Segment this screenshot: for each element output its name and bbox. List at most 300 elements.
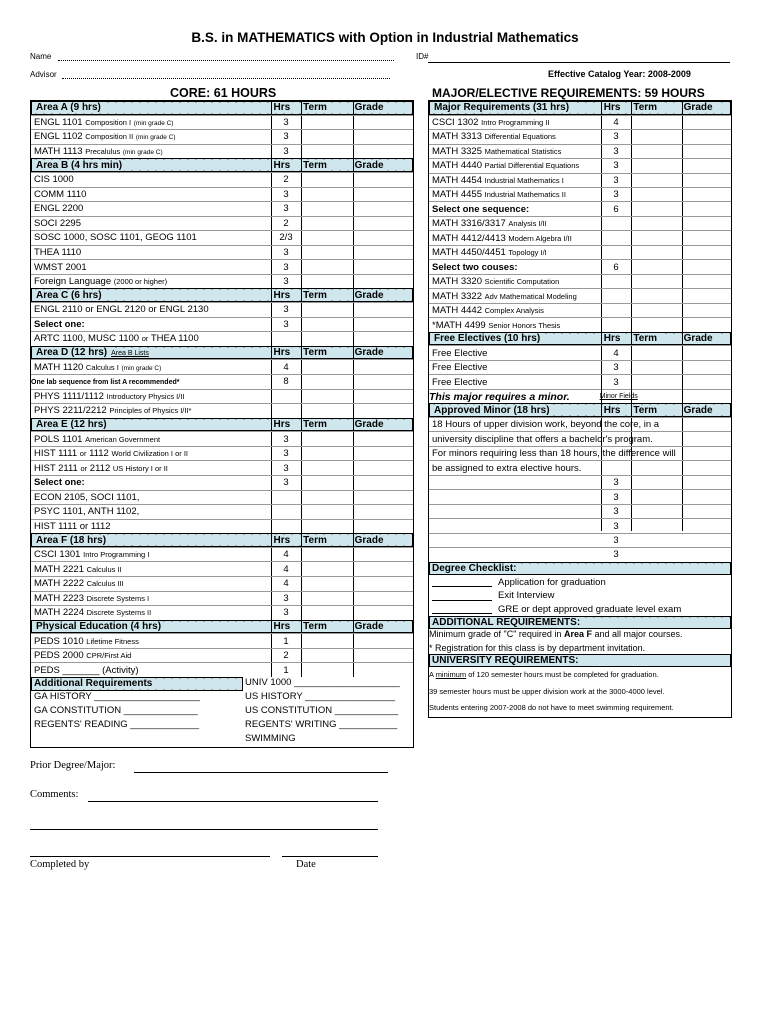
course-name: Free Elective [432, 347, 488, 359]
completed-by-label: Completed by [30, 859, 90, 870]
course-desc: World Civilization I or II [111, 449, 189, 459]
checklist-blank[interactable] [432, 604, 492, 614]
course-hrs: 2 [283, 174, 289, 186]
course-row [429, 129, 731, 143]
hrs-col-header: Hrs [603, 404, 621, 416]
core-panel [30, 100, 414, 748]
course-hrs: 3 [283, 318, 289, 330]
additional-req-block [31, 677, 413, 747]
course-hrs: 3 [283, 592, 289, 604]
course-row [429, 144, 731, 158]
course-desc: Scientific Computation [484, 277, 560, 287]
course-desc: Composition II [85, 132, 134, 142]
course-row [31, 490, 413, 505]
course-note: (min grade C) [121, 364, 162, 372]
course-hrs: 6 [613, 203, 619, 215]
hrs-col-header: Hrs [273, 347, 291, 359]
area-d-header [31, 346, 413, 360]
course-hrs: 3 [283, 462, 289, 474]
course-name: MATH 1113 [34, 146, 83, 158]
major-title: MAJOR/ELECTIVE REQUIREMENTS: 59 HOURS [432, 86, 705, 100]
hrs-col-header: Hrs [273, 534, 291, 546]
course-desc: Introductory Physics I/II [106, 391, 185, 401]
pe-header-label: Physical Education (4 hrs) [36, 620, 162, 632]
additional-right-item[interactable]: UNIV 1000 ____________________ [245, 676, 400, 688]
minor-note-row [429, 389, 731, 403]
comments-field[interactable] [88, 801, 378, 802]
course-desc: Complex Analysis [484, 306, 544, 316]
checklist-item[interactable] [429, 589, 731, 602]
course-name: ENGL 2110 or ENGL 2120 or ENGL 2130 [34, 304, 209, 316]
area-c-header [31, 288, 413, 302]
minor-course-row [429, 533, 731, 547]
course-row [429, 259, 731, 273]
prior-degree-field[interactable] [134, 772, 388, 773]
date-line[interactable] [282, 856, 378, 857]
course-row [429, 216, 731, 230]
course-name: MATH 2221 [34, 563, 84, 575]
course-name: Select two couses: [432, 261, 518, 273]
course-alt: 2112 [89, 462, 111, 474]
course-row [31, 389, 413, 404]
course-desc: US History I or II [112, 463, 168, 473]
grade-col-header: Grade [683, 333, 713, 345]
course-row [31, 201, 413, 216]
course-desc: Intro Programming I [83, 550, 150, 560]
course-name: MATH 3316/3317 [432, 218, 506, 230]
course-row [31, 648, 413, 663]
course-name: MATH 4440 [432, 160, 482, 172]
course-name: WMST 2001 [34, 261, 87, 273]
course-name: HIST 1111 or 1112 [34, 520, 111, 532]
additional-right-item[interactable]: SWIMMING [245, 732, 296, 744]
course-desc: Intro Programming II [481, 117, 550, 127]
approved-minor-header [429, 403, 731, 417]
additional-right-item[interactable]: US CONSTITUTION ____________ [245, 704, 399, 716]
minor-text-row [429, 460, 731, 474]
area-c-header-label: Area C (6 hrs) [36, 289, 102, 301]
course-name: ENGL 1102 [34, 131, 83, 143]
course-hrs: 3 [283, 116, 289, 128]
course-hrs: 4 [283, 563, 289, 575]
course-name: Select one: [34, 318, 85, 330]
course-row [31, 172, 413, 187]
course-row [31, 561, 413, 576]
completed-by-line[interactable] [30, 856, 270, 857]
course-desc: Mathematical Statistics [484, 146, 562, 156]
minor-course-row [429, 547, 731, 561]
course-desc: Industrial Mathematics II [484, 190, 566, 200]
course-hrs: 3 [613, 160, 619, 172]
course-row [429, 317, 731, 331]
minor-course-row [429, 518, 731, 532]
course-name: SOSC 1000, SOSC 1101, GEOG 1101 [34, 232, 197, 244]
course-hrs: 3 [283, 607, 289, 619]
course-row [31, 359, 413, 374]
course-row [31, 591, 413, 606]
course-hrs: 1 [283, 635, 289, 647]
grade-col-header: Grade [683, 404, 713, 416]
checklist-text: Exit Interview [498, 590, 555, 602]
area-e-header [31, 418, 413, 432]
course-name: MATH 3320 [432, 276, 482, 288]
area-f-header-label: Area F (18 hrs) [36, 534, 107, 546]
additional-right-item[interactable]: REGENTS' WRITING ___________ [245, 718, 398, 730]
course-row [31, 259, 413, 274]
hrs-col-header: Hrs [603, 333, 621, 345]
university-req-line: 39 semester hours must be upper division work at the 3000-4000 level. [429, 686, 665, 696]
additional-left-item[interactable]: REGENTS' READING _____________ [34, 718, 199, 730]
course-name: MATH 3313 [432, 131, 482, 143]
id-field[interactable] [428, 62, 730, 63]
free-electives-header-label: Free Electives (10 hrs) [434, 333, 541, 345]
course-desc: CPR/First Aid [86, 651, 132, 661]
course-desc: American Government [85, 434, 161, 444]
free-electives-header [429, 332, 731, 346]
course-hrs: 3 [283, 276, 289, 288]
course-desc: Discrete Systems I [86, 593, 150, 603]
area-a-header-label: Area A (9 hrs) [36, 102, 101, 114]
area-b-header [31, 158, 413, 172]
area-f-header [31, 533, 413, 547]
course-name: CSCI 1301 [34, 549, 81, 561]
course-row [429, 288, 731, 302]
additional-req-header [31, 677, 243, 691]
hrs-col-header: Hrs [603, 102, 621, 114]
minor-course-row [429, 489, 731, 503]
course-row [429, 374, 731, 388]
course-row [31, 576, 413, 591]
minor-text-row [429, 446, 731, 460]
course-hrs: 3 [283, 203, 289, 215]
course-name: MATH 4454 [432, 174, 482, 186]
minor-text-row [429, 431, 731, 445]
course-name: MATH 2224 [34, 607, 84, 619]
course-row [429, 187, 731, 201]
course-row [429, 230, 731, 244]
course-hrs: 2 [283, 650, 289, 662]
course-hrs: 2 [283, 217, 289, 229]
course-hrs: 3 [283, 146, 289, 158]
minor-course-row [429, 475, 731, 489]
course-note: (min grade C) [122, 149, 163, 157]
course-name: ENGL 2200 [34, 203, 84, 215]
course-hrs: 3 [283, 477, 289, 489]
name-field[interactable] [58, 60, 394, 61]
name-label: Name [30, 52, 52, 61]
checklist-blank[interactable] [432, 591, 492, 601]
core-title: CORE: 61 HOURS [170, 86, 277, 100]
term-col-header: Term [303, 534, 327, 546]
course-hrs: 4 [283, 361, 289, 373]
course-hrs: 3 [613, 145, 619, 157]
course-name: Free Elective [432, 376, 488, 388]
course-hrs: 3 [283, 433, 289, 445]
date-label: Date [296, 859, 316, 870]
page-title: B.S. in MATHEMATICS with Option in Industrial Mathematics [191, 30, 579, 45]
minor-text: For minors requiring less than 18 hours, the difference will [432, 448, 676, 460]
course-name: SOCI 2295 [34, 217, 81, 229]
area-e-header-label: Area E (12 hrs) [36, 418, 107, 430]
course-or: or [80, 463, 88, 473]
course-row [31, 547, 413, 562]
course-name: Select one: [34, 477, 85, 489]
minor-text: university discipline that offers a bachelor's program. [432, 433, 653, 445]
term-col-header: Term [303, 620, 327, 632]
university-req-line: A minimum of 120 semester hours must be completed for graduation. [429, 670, 659, 680]
minor-fields-link[interactable]: Minor Fields [599, 393, 638, 401]
hrs-col-header: Hrs [273, 102, 291, 114]
course-row [31, 374, 413, 389]
course-row [429, 303, 731, 317]
grade-col-header: Grade [354, 418, 384, 430]
course-name: MATH 2222 [34, 578, 84, 590]
course-row [31, 403, 413, 418]
approved-minor-header-label: Approved Minor (18 hrs) [434, 404, 550, 416]
course-desc: Calculus I [85, 362, 119, 372]
course-name: ARTC 1100, MUSC 1100 [34, 333, 140, 345]
course-row [429, 115, 731, 129]
degree-checklist-label: Degree Checklist: [432, 563, 517, 575]
grade-col-header: Grade [354, 102, 384, 114]
catalog-year: Effective Catalog Year: 2008-2009 [548, 69, 691, 79]
additional-requirements-header [429, 616, 731, 630]
course-name: MATH 2223 [34, 592, 84, 604]
course-hrs: 6 [613, 261, 619, 273]
course-name: MATH 4450/4451 [432, 247, 506, 259]
course-row [31, 633, 413, 648]
course-row [31, 519, 413, 534]
course-hrs: 4 [613, 347, 619, 359]
term-col-header: Term [633, 333, 658, 345]
grade-col-header: Grade [354, 534, 384, 546]
course-desc: Composition I [85, 117, 132, 127]
term-col-header: Term [303, 159, 327, 171]
checklist-item[interactable] [429, 575, 731, 588]
prior-degree-label: Prior Degree/Major: [30, 760, 116, 771]
minor-course-row [429, 504, 731, 518]
course-row [31, 475, 413, 490]
course-or: or [79, 449, 87, 459]
course-hrs: 3 [613, 362, 619, 374]
course-name: Free Elective [432, 362, 488, 374]
grade-col-header: Grade [354, 289, 384, 301]
hrs-col-header: Hrs [273, 620, 291, 632]
minor-text-row [429, 417, 731, 431]
university-req-line: Students entering 2007-2008 do not have to meet swimming requirement. [429, 703, 674, 713]
course-hrs: 3 [283, 304, 289, 316]
course-row [31, 187, 413, 202]
major-req-header [429, 101, 731, 115]
course-hrs: 2/3 [279, 232, 293, 244]
minor-hrs: 3 [613, 535, 619, 546]
degree-checklist-header [429, 562, 731, 576]
registration-note: * Registration for this class is by department invitation. [429, 642, 646, 653]
course-hrs: 8 [283, 376, 289, 388]
course-hrs: 3 [283, 261, 289, 273]
course-name: COMM 1110 [34, 188, 87, 200]
course-row [31, 446, 413, 461]
course-desc: Adv Mathematical Modeling [484, 291, 577, 301]
course-name: *MATH 4499 [432, 319, 486, 331]
course-hrs: 3 [283, 188, 289, 200]
course-desc: Discrete Systems II [86, 608, 152, 618]
course-note: or [141, 334, 149, 344]
course-row [31, 115, 413, 130]
course-hrs: 3 [613, 131, 619, 143]
course-desc: Analysis I/II [508, 219, 547, 229]
id-label: ID# [416, 52, 429, 61]
course-desc: Differential Equations [484, 132, 556, 142]
course-hrs: 4 [613, 116, 619, 128]
course-name: MATH 3325 [432, 145, 482, 157]
course-desc: Industrial Mathematics I [484, 175, 564, 185]
course-name: CIS 1000 [34, 174, 74, 186]
course-name: PEDS 1010 [34, 635, 84, 647]
course-hrs: 3 [283, 247, 289, 259]
hrs-col-header: Hrs [273, 289, 291, 301]
course-desc: Calculus II [86, 564, 122, 574]
advisor-field[interactable] [62, 78, 390, 79]
grade-col-header: Grade [354, 620, 384, 632]
course-row [31, 317, 413, 332]
hrs-col-header: Hrs [273, 159, 291, 171]
course-name: HIST 1111 [34, 448, 78, 460]
course-name: MATH 3322 [432, 290, 482, 302]
course-hrs: 4 [283, 549, 289, 561]
course-desc: Calculus III [86, 579, 124, 589]
hrs-col-header: Hrs [273, 418, 291, 430]
course-row [31, 129, 413, 144]
course-name: HIST 2111 [34, 462, 78, 474]
course-name: ENGL 1101 [34, 116, 83, 128]
additional-requirements-label: ADDITIONAL REQUIREMENTS: [432, 617, 581, 629]
course-row [31, 662, 413, 677]
university-requirements-header: UNIVERSITY REQUIREMENTS: [429, 654, 731, 667]
course-row [31, 302, 413, 317]
advisor-label: Advisor [30, 70, 57, 79]
course-note: (2000 or higher) [113, 277, 168, 287]
term-col-header: Term [303, 418, 327, 430]
term-col-header: Term [633, 102, 658, 114]
checklist-text: Application for graduation [498, 576, 606, 588]
checklist-blank[interactable] [432, 577, 492, 587]
area-d-note: Area B Lists [111, 350, 149, 358]
course-row [31, 144, 413, 159]
minor-required-note: This major requires a minor. [429, 390, 570, 403]
course-row [429, 201, 731, 215]
minor-hrs: 3 [613, 520, 619, 532]
course-name: MATH 4412/4413 [432, 232, 506, 244]
major-req-header-label: Major Requirements (31 hrs) [434, 102, 570, 114]
course-hrs: 1 [283, 664, 289, 676]
course-desc: Partial Differential Equations [484, 161, 580, 171]
grade-col-header: Grade [683, 102, 713, 114]
term-col-header: Term [303, 289, 327, 301]
minor-hrs: 3 [613, 491, 619, 503]
additional-req-label: Additional Requirements [34, 678, 153, 690]
checklist-text: GRE or dept approved graduate level exam [498, 603, 682, 615]
area-b-header-label: Area B (4 hrs min) [36, 159, 123, 171]
course-row [429, 158, 731, 172]
course-desc: Topology I/I [508, 248, 547, 258]
course-hrs: 3 [283, 131, 289, 143]
course-desc: Precalulus [85, 147, 121, 157]
course-row [429, 245, 731, 259]
course-alt: 1112 [89, 448, 109, 460]
minor-hrs: 3 [613, 506, 619, 518]
course-row [429, 345, 731, 359]
checklist-item[interactable] [429, 602, 731, 615]
grade-col-header: Grade [354, 347, 384, 359]
course-hrs: 3 [613, 174, 619, 186]
minor-hrs: 3 [613, 477, 619, 489]
course-desc: Modern Algebra I/II [508, 233, 572, 243]
comments-line-2[interactable] [30, 829, 378, 830]
course-name: MATH 4455 [432, 189, 482, 201]
area-d-header-label: Area D (12 hrs) [36, 347, 108, 359]
course-desc: Lifetime Fitness [86, 636, 139, 646]
pe-header [31, 620, 413, 634]
course-name: CSCI 1302 [432, 116, 479, 128]
course-name: Select one sequence: [432, 203, 530, 215]
course-name: THEA 1110 [34, 247, 82, 259]
course-name: PHYS 1111/1112 [34, 390, 104, 402]
grade-col-header: Grade [354, 159, 384, 171]
term-col-header: Term [303, 347, 327, 359]
course-row [31, 605, 413, 620]
additional-right-item[interactable]: US HISTORY _________________ [245, 690, 396, 702]
course-note: (min grade C) [133, 119, 174, 127]
course-desc: Senior Honors Thesis [488, 320, 561, 330]
minor-hrs: 3 [613, 549, 619, 561]
major-panel [428, 100, 732, 718]
course-hrs: 3 [613, 189, 619, 201]
term-col-header: Term [303, 102, 327, 114]
course-name: PSYC 1101, ANTH 1102, [34, 506, 140, 518]
term-col-header: Term [633, 404, 658, 416]
course-name: MATH 4442 [432, 305, 482, 317]
course-row [429, 274, 731, 288]
course-row [31, 216, 413, 231]
additional-left-item[interactable]: GA HISTORY ____________________ [34, 690, 200, 702]
course-note: (min grade C) [135, 134, 176, 142]
course-row [31, 230, 413, 245]
additional-left-item[interactable]: GA CONSTITUTION ______________ [34, 704, 198, 716]
course-name: One lab sequence from list A recommended* [31, 379, 180, 387]
course-row [429, 173, 731, 187]
course-desc: Principles of Physics I/II* [109, 406, 192, 416]
course-row [31, 504, 413, 519]
course-name: PEDS 2000 [34, 650, 84, 662]
course-name: PHYS 2211/2212 [34, 405, 107, 417]
course-alt: THEA 1100 [150, 333, 199, 345]
course-name: POLS 1101 [34, 433, 83, 445]
course-hrs: 3 [283, 448, 289, 460]
course-row [31, 431, 413, 446]
course-name: PEDS _______ (Activity) [34, 664, 139, 676]
course-name: Foreign Language [34, 276, 112, 288]
course-row [429, 360, 731, 374]
course-hrs: 4 [283, 578, 289, 590]
minor-text: 18 Hours of upper division work, beyond the core, in a [432, 419, 660, 431]
course-name: ECON 2105, SOCI 1101, [34, 491, 140, 503]
comments-label: Comments: [30, 789, 79, 800]
course-row [31, 274, 413, 289]
minor-text: be assigned to extra elective hours. [432, 462, 582, 474]
min-grade-note: Minimum grade of "C" required in Area F and all major courses. [429, 629, 683, 640]
area-a-header [31, 101, 413, 115]
